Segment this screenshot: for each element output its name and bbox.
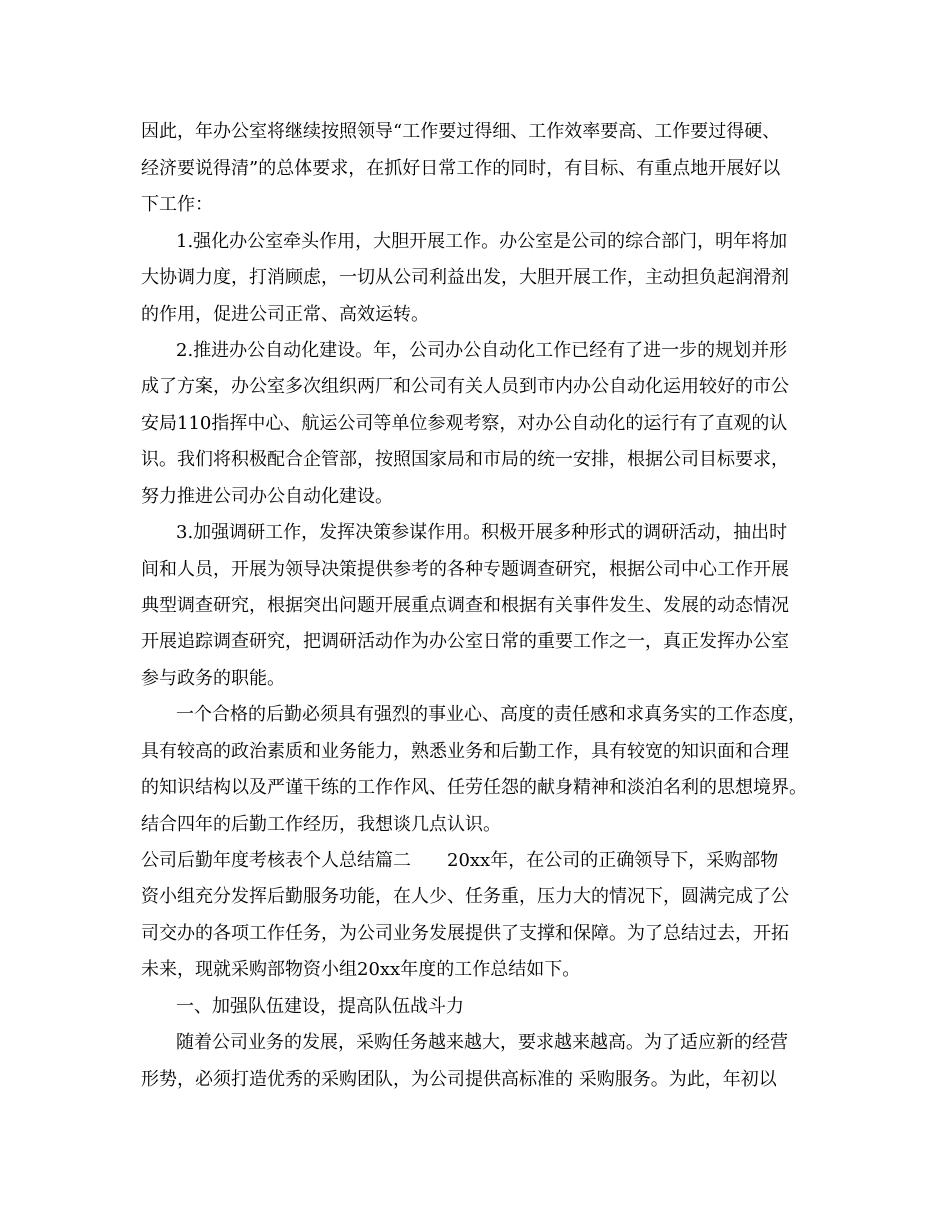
text-line: 下工作：	[141, 194, 213, 215]
text-line: 努力推进公司办公自动化建设。	[141, 486, 393, 507]
text-line: 开展追踪调查研究，把调研活动作为办公室日常的重要工作之一，真正发挥办公室	[141, 631, 789, 652]
text-line: 大协调力度，打消顾虑，一切从公司利益出发，大胆开展工作，主动担负起润滑剂	[141, 267, 789, 288]
text-line: 经济要说得清”的总体要求，在抓好日常工作的同时，有目标、有重点地开展好以	[141, 158, 781, 179]
text-line: 的作用，促进公司正常、高效运转。	[141, 304, 429, 325]
text-line: 未来，现就采购部物资小组20xx年度的工作总结如下。	[141, 959, 581, 980]
text-line: 间和人员，开展为领导决策提供参考的各种专题调查研究，根据公司中心工作开展	[141, 559, 789, 580]
text-line: 典型调查研究，根据突出问题开展重点调查和根据有关事件发生、发展的动态情况	[141, 595, 789, 616]
text-line: 司交办的各项工作任务，为公司业务发展提供了支撑和保障。为了总结过去，开拓	[141, 923, 789, 944]
paragraph-start: 随着公司业务的发展，采购任务越来越大，要求越来越高。为了适应新的经营	[176, 1032, 788, 1053]
text-line: 形势，必须打造优秀的采购团队，为公司提供高标准的 采购服务。为此，年初以	[141, 1069, 777, 1090]
paragraph-start: 1.强化办公室牵头作用，大胆开展工作。办公室是公司的综合部门，明年将加	[176, 231, 788, 252]
text-line: 资小组充分发挥后勤服务功能，在人少、任务重，压力大的情况下，圆满完成了公	[141, 886, 789, 907]
text-line: 安局110指挥中心、航运公司等单位参观考察，对办公自动化的运行有了直观的认	[141, 413, 788, 434]
subheading: 一、加强队伍建设，提高队伍战斗力	[176, 996, 464, 1017]
text-line: 的知识结构以及严谨干练的工作作风、任劳任怨的献身精神和淡泊名利的思想境界。	[141, 777, 807, 798]
text-line: 因此，年办公室将继续按照领导“工作要过得细、工作效率要高、工作要过得硬、	[141, 121, 781, 142]
text-line: 识。我们将积极配合企管部，按照国家局和市局的统一安排，根据公司目标要求，	[141, 449, 789, 470]
paragraph-start: 一个合格的后勤必须具有强烈的事业心、高度的责任感和求真务实的工作态度，	[176, 704, 806, 725]
section-heading-line: 公司后勤年度考核表个人总结篇二 20xx年，在公司的正确领导下，采购部物	[141, 850, 779, 871]
text-line: 参与政务的职能。	[141, 668, 285, 689]
text-line: 具有较高的政治素质和业务能力，熟悉业务和后勤工作，具有较宽的知识面和合理	[141, 741, 789, 762]
text-line: 成了方案，办公室多次组织两厂和公司有关人员到市内办公自动化运用较好的市公	[141, 376, 789, 397]
paragraph-start: 2.推进办公自动化建设。年，公司办公自动化工作已经有了进一步的规划并形	[176, 340, 788, 361]
paragraph-start: 3.加强调研工作，发挥决策参谋作用。积极开展多种形式的调研活动，抽出时	[176, 522, 788, 543]
text-line: 结合四年的后勤工作经历，我想谈几点认识。	[141, 814, 501, 835]
